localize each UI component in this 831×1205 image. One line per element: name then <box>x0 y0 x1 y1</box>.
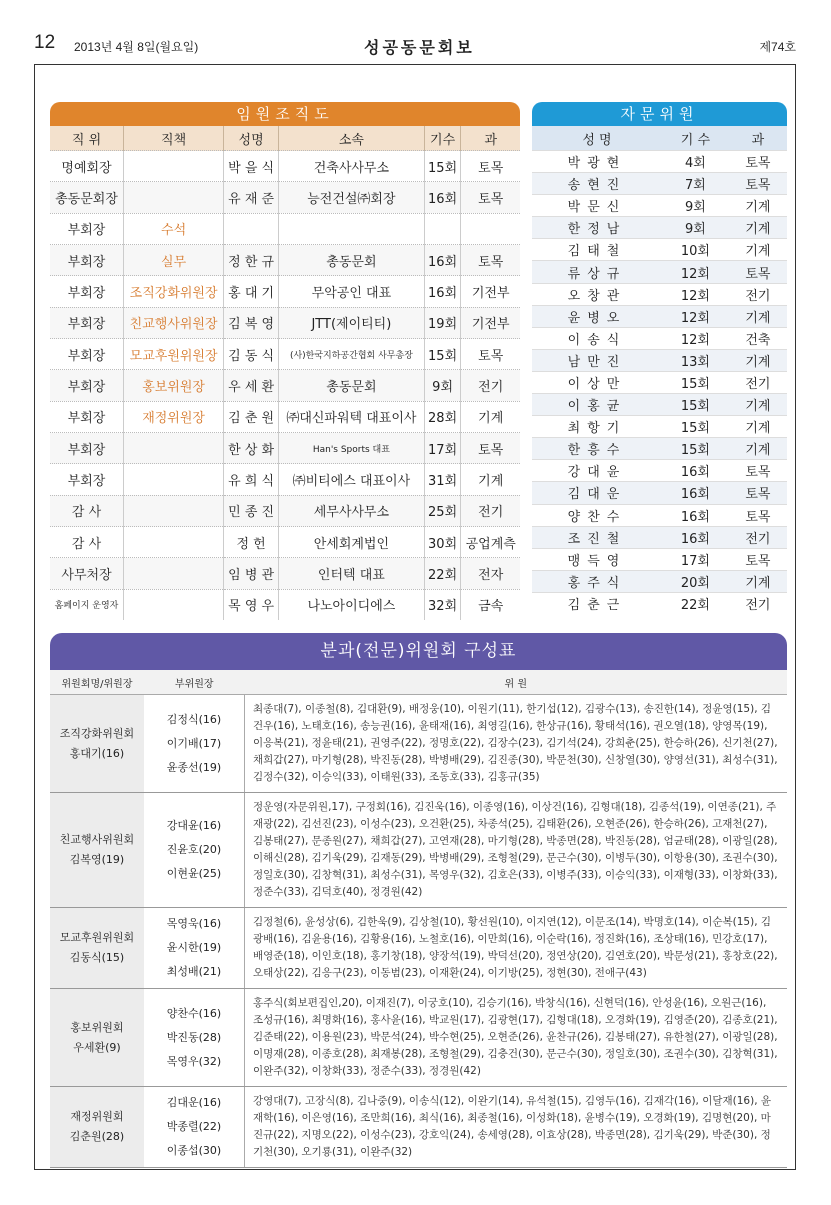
term-cell: 28회 <box>424 401 461 432</box>
dept-cell: 기계 <box>729 239 787 261</box>
column-header: 부위원장 <box>144 670 245 695</box>
table-row <box>532 261 787 283</box>
affiliation-cell: 안세회계법인 <box>279 527 425 558</box>
term-cell: 16회 <box>424 276 461 307</box>
affiliation-cell: ㈜비티에스 대표이사 <box>279 464 425 495</box>
position-cell: 부회장 <box>50 433 124 464</box>
term-cell: 25회 <box>424 495 461 526</box>
committee-cell <box>50 1087 144 1168</box>
vice-chair-cell <box>144 989 245 1087</box>
dept-cell: 전기 <box>729 526 787 548</box>
column-header: 과 <box>461 126 520 151</box>
committee-roster <box>50 633 787 1168</box>
affiliation-cell: 총동문회 <box>279 370 425 401</box>
role-cell: 모교후원위원장 <box>124 339 224 370</box>
name-cell: 윤병오 <box>532 305 662 327</box>
vice-chair: 김대운(16) <box>166 1096 222 1109</box>
term-cell: 30회 <box>424 527 461 558</box>
dept-cell: 기계 <box>461 401 520 432</box>
term-cell: 16회 <box>424 245 461 276</box>
term-cell: 15회 <box>424 339 461 370</box>
dept-cell: 기전부 <box>461 307 520 338</box>
table-row <box>50 151 520 182</box>
term-cell: 13회 <box>662 349 729 371</box>
name-cell <box>224 213 279 244</box>
term-cell: 31회 <box>424 464 461 495</box>
table-row <box>50 276 520 307</box>
role-cell: 실무 <box>124 245 224 276</box>
dept-cell: 토목 <box>461 433 520 464</box>
role-cell <box>124 527 224 558</box>
table-row <box>532 327 787 349</box>
table-row <box>532 371 787 393</box>
members-cell: 김정철(6), 윤성상(6), 김한욱(9), 김상철(10), 황선원(10), 이지연(12), 이문조(14), 박명호(14), 이순복(15), 김광배(16), 김윤용(16), 김황용(16), 노철호(16), 이만희(16), 이순락(16), 정진화(16), 조상태(16), 민강호(17), 배영준(18), 이인호(18), 홍기창(18), 양장석(19), 박덕선(20), 정연상(20), 김연호(20), 박문성(21), 홍창호(22), 오태상(22), 김응구(23), 이동범(23), 이재환(24), 이기방(25), 정현(30), 전애구(43) <box>245 908 788 989</box>
table-row <box>532 416 787 438</box>
dept-cell: 전기 <box>461 370 520 401</box>
affiliation-cell: Han's Sports 대표 <box>279 433 425 464</box>
role-cell: 조직강화위원장 <box>124 276 224 307</box>
column-header: 위 원 <box>245 670 788 695</box>
dept-cell: 기계 <box>729 394 787 416</box>
name-cell: 김 춘 원 <box>224 401 279 432</box>
committee-title: 분과(전문)위원회 구성표 <box>50 633 787 670</box>
position-cell: 감 사 <box>50 527 124 558</box>
column-header: 기 수 <box>662 126 729 151</box>
table-row <box>532 460 787 482</box>
term-cell: 12회 <box>662 283 729 305</box>
table-row <box>532 349 787 371</box>
vice-chair: 박종렬(22) <box>166 1120 222 1133</box>
term-cell: 9회 <box>662 217 729 239</box>
name-cell: 최항기 <box>532 416 662 438</box>
dept-cell: 기계 <box>729 570 787 592</box>
table-row <box>532 592 787 614</box>
position-cell: 부회장 <box>50 245 124 276</box>
table-row <box>50 370 520 401</box>
vice-chair: 목영우(32) <box>166 1054 222 1068</box>
vice-chair-cell <box>144 695 245 793</box>
vice-chair: 양찬수(16) <box>166 1006 222 1020</box>
role-cell <box>124 589 224 620</box>
table-row <box>532 504 787 526</box>
term-cell: 22회 <box>662 592 729 614</box>
column-header: 위원회명/위원장 <box>50 670 144 695</box>
advisory-table <box>532 126 787 614</box>
term-cell: 12회 <box>662 261 729 283</box>
vice-chair: 강대윤(16) <box>166 819 222 832</box>
term-cell: 16회 <box>662 504 729 526</box>
table-row <box>532 438 787 460</box>
vice-chair: 이현윤(25) <box>166 867 222 880</box>
dept-cell: 기계 <box>729 195 787 217</box>
dept-cell: 금속 <box>461 589 520 620</box>
name-cell: 임 병 관 <box>224 558 279 589</box>
vice-chair: 최성배(21) <box>166 965 222 978</box>
table-row <box>532 305 787 327</box>
members-cell: 홍주식(회보편집인,20), 이재진(7), 이궁호(10), 김승기(16), 박창식(16), 신현덕(16), 안성윤(16), 오원근(16), 조성규(16), 최명화(16), 홍사윤(16), 박교원(17), 김광현(17), 김형대(18), 오경화(19), 김영준(20), 김종호(21), 김준태(22), 이용원(23), 박문석(24), 박수현(25), 오현준(26), 윤찬규(26), 김봉태(27), 유한철(27), 이광일(28), 이명재(28), 이종호(28), 최재봉(28), 조형철(29), 김충건(30), 문근수(30), 정일호(30), 조권수(30), 김창혁(31), 이완주(32), 이창화(33), 정준수(33), 정경원(42) <box>245 989 788 1087</box>
name-cell: 한정남 <box>532 217 662 239</box>
affiliation-cell: 건축사사무소 <box>279 151 425 182</box>
dept-cell: 토목 <box>729 504 787 526</box>
organization-table <box>50 126 520 620</box>
name-cell: 조진철 <box>532 526 662 548</box>
position-cell: 사무처장 <box>50 558 124 589</box>
page-number: 12 <box>34 32 56 53</box>
term-cell <box>424 213 461 244</box>
term-cell: 16회 <box>662 482 729 504</box>
role-cell <box>124 182 224 213</box>
table-row <box>50 793 787 908</box>
vice-chair-cell <box>144 793 245 908</box>
committee-chair: 우세환(9) <box>73 1040 121 1054</box>
name-cell: 류상규 <box>532 261 662 283</box>
issue-date: 2013년 4월 8일(월요일) <box>74 40 199 54</box>
table-row <box>50 182 520 213</box>
members-cell: 강영대(7), 고장식(8), 김나중(9), 이송식(12), 이완기(14), 유석철(15), 김영두(16), 김재각(16), 이달재(16), 윤재학(16), 이은영(16), 조만희(16), 최식(16), 최종철(16), 이성화(18), 윤병수(19), 오경화(19), 김명현(20), 마진규(22), 지명오(22), 이성수(23), 강호익(24), 송세영(28), 이효상(28), 박종면(28), 김기욱(29), 박준(30), 정기천(30), 오기룡(31), 이완주(32) <box>245 1087 788 1168</box>
role-cell <box>124 495 224 526</box>
affiliation-cell: (사)한국지하공간협회 사무총장 <box>279 339 425 370</box>
dept-cell: 토목 <box>729 548 787 570</box>
name-cell: 홍 대 기 <box>224 276 279 307</box>
dept-cell <box>461 213 520 244</box>
term-cell: 12회 <box>662 327 729 349</box>
table-row <box>50 695 787 793</box>
members-cell: 최종대(7), 이종철(8), 김대환(9), 배정웅(10), 이원기(11), 한기섭(12), 김광수(13), 송진한(14), 정윤영(15), 김건우(16), 노태호(16), 송능권(16), 윤태재(16), 최영길(16), 한상규(16), 황태석(16), 권오열(18), 양영목(19), 이응복(21), 정윤태(21), 권영주(22), 정명호(22), 김장수(23), 김기석(24), 강희춘(25), 한승하(26), 신기천(27), 채희갑(27), 마기형(28), 박진동(28), 박병배(29), 김진종(30), 박문천(30), 신창열(30), 양영선(31), 최성수(31), 김정수(32), 이승익(33), 이태원(33), 조동호(33), 김홍규(35) <box>245 695 788 793</box>
name-cell: 목 영 우 <box>224 589 279 620</box>
position-cell: 부회장 <box>50 307 124 338</box>
name-cell: 송현진 <box>532 173 662 195</box>
table-row <box>50 245 520 276</box>
table-row <box>50 307 520 338</box>
dept-cell: 전자 <box>461 558 520 589</box>
term-cell: 32회 <box>424 589 461 620</box>
table-row <box>532 195 787 217</box>
committee-chair: 김춘원(28) <box>69 1130 125 1143</box>
name-cell: 이송식 <box>532 327 662 349</box>
affiliation-cell: JTT(제이티티) <box>279 307 425 338</box>
committee-name: 홍보위원회 <box>70 1020 124 1034</box>
term-cell: 16회 <box>662 460 729 482</box>
dept-cell: 토목 <box>461 182 520 213</box>
name-cell: 한 상 화 <box>224 433 279 464</box>
affiliation-cell: 무악공인 대표 <box>279 276 425 307</box>
table-row <box>532 526 787 548</box>
role-cell <box>124 558 224 589</box>
table-row <box>532 239 787 261</box>
table-row <box>50 495 520 526</box>
dept-cell: 기계 <box>729 305 787 327</box>
table-row <box>532 217 787 239</box>
position-cell: 부회장 <box>50 276 124 307</box>
affiliation-cell: 나노아이디에스 <box>279 589 425 620</box>
term-cell: 15회 <box>662 371 729 393</box>
committee-cell <box>50 908 144 989</box>
table-row <box>532 283 787 305</box>
vice-chair: 윤시한(19) <box>166 941 222 954</box>
table-row <box>50 339 520 370</box>
table-row <box>50 589 520 620</box>
vice-chair: 진윤호(20) <box>166 843 222 856</box>
committee-name: 모교후원위원회 <box>59 931 135 944</box>
role-cell <box>124 464 224 495</box>
vice-chair: 박진동(28) <box>166 1030 222 1044</box>
table-row <box>50 527 520 558</box>
dept-cell: 건축 <box>729 327 787 349</box>
dept-cell: 기계 <box>461 464 520 495</box>
table-row <box>50 1087 787 1168</box>
organization-chart <box>50 102 520 620</box>
name-cell: 유 재 준 <box>224 182 279 213</box>
term-cell: 17회 <box>424 433 461 464</box>
committee-table <box>50 670 787 1168</box>
name-cell: 이상만 <box>532 371 662 393</box>
dept-cell: 토목 <box>461 151 520 182</box>
affiliation-cell: ㈜대신파워텍 대표이사 <box>279 401 425 432</box>
term-cell: 7회 <box>662 173 729 195</box>
term-cell: 9회 <box>424 370 461 401</box>
advisory-committee <box>532 102 787 614</box>
name-cell: 이홍균 <box>532 394 662 416</box>
role-cell: 홍보위원장 <box>124 370 224 401</box>
position-cell: 명예회장 <box>50 151 124 182</box>
position-cell: 홈페이지 운영자 <box>50 589 124 620</box>
table-row <box>532 173 787 195</box>
name-cell: 김대운 <box>532 482 662 504</box>
table-row <box>50 558 520 589</box>
term-cell: 15회 <box>662 416 729 438</box>
dept-cell: 기전부 <box>461 276 520 307</box>
dept-cell: 기계 <box>729 438 787 460</box>
position-cell: 감 사 <box>50 495 124 526</box>
vice-chair-cell <box>144 1087 245 1168</box>
term-cell: 16회 <box>424 182 461 213</box>
term-cell: 10회 <box>662 239 729 261</box>
members-cell: 정운영(자문위원,17), 구정회(16), 김진욱(16), 이종영(16), 이상건(16), 김형대(18), 김종석(19), 이연종(21), 주재광(22), 김선진(23), 이성수(23), 오건환(25), 차종석(25), 김태환(26), 오현준(26), 한승하(26), 고재천(27), 김봉태(27), 문종원(27), 채희갑(27), 고연재(28), 마기형(28), 박종면(28), 박진동(28), 엄균태(28), 이광일(28), 이해신(28), 김기욱(29), 김재동(29), 박병배(29), 조형철(29), 문근수(30), 이병두(30), 이항용(30), 조권수(30), 정일호(30), 김창혁(31), 최성수(31), 목영우(32), 김호은(33), 이병주(33), 이승익(33), 이재형(33), 이창화(33), 정준수(33), 김덕호(40), 정경원(42) <box>245 793 788 908</box>
table-row <box>50 908 787 989</box>
position-cell: 부회장 <box>50 401 124 432</box>
position-cell: 총동문회장 <box>50 182 124 213</box>
column-header: 직책 <box>124 126 224 151</box>
affiliation-cell: 총동문회 <box>279 245 425 276</box>
table-row <box>532 151 787 173</box>
name-cell: 박광현 <box>532 151 662 173</box>
advisory-title: 자문위원 <box>532 102 787 126</box>
organization-title: 임원조직도 <box>50 102 520 126</box>
name-cell: 남만진 <box>532 349 662 371</box>
name-cell: 오창관 <box>532 283 662 305</box>
dept-cell: 토목 <box>461 339 520 370</box>
name-cell: 정 헌 <box>224 527 279 558</box>
page-header <box>34 34 796 60</box>
vice-chair: 윤종선(19) <box>166 760 222 774</box>
dept-cell: 전기 <box>461 495 520 526</box>
committee-chair: 김복영(19) <box>69 853 125 866</box>
role-cell: 수석 <box>124 213 224 244</box>
term-cell: 17회 <box>662 548 729 570</box>
name-cell: 맹득영 <box>532 548 662 570</box>
term-cell: 9회 <box>662 195 729 217</box>
name-cell: 유 희 식 <box>224 464 279 495</box>
name-cell: 박 을 식 <box>224 151 279 182</box>
term-cell: 16회 <box>662 526 729 548</box>
committee-name: 조직강화위원회 <box>59 726 135 740</box>
name-cell: 김 복 영 <box>224 307 279 338</box>
column-header: 과 <box>729 126 787 151</box>
dept-cell: 전기 <box>729 283 787 305</box>
affiliation-cell: 인터텍 대표 <box>279 558 425 589</box>
position-cell: 부회장 <box>50 213 124 244</box>
dept-cell: 토목 <box>729 261 787 283</box>
term-cell: 19회 <box>424 307 461 338</box>
issue-number: 제74호 <box>759 40 796 54</box>
role-cell: 친교행사위원장 <box>124 307 224 338</box>
role-cell <box>124 151 224 182</box>
table-row <box>50 433 520 464</box>
position-cell: 부회장 <box>50 464 124 495</box>
name-cell: 강대윤 <box>532 460 662 482</box>
dept-cell: 기계 <box>729 416 787 438</box>
dept-cell: 공업계측 <box>461 527 520 558</box>
table-row <box>50 401 520 432</box>
column-header: 성명 <box>224 126 279 151</box>
name-cell: 박문신 <box>532 195 662 217</box>
committee-cell <box>50 793 144 908</box>
vice-chair-cell <box>144 908 245 989</box>
term-cell: 12회 <box>662 305 729 327</box>
affiliation-cell: 능전건설㈜회장 <box>279 182 425 213</box>
dept-cell: 토목 <box>729 151 787 173</box>
table-row <box>532 570 787 592</box>
table-row <box>532 394 787 416</box>
term-cell: 15회 <box>424 151 461 182</box>
committee-chair: 김동식(15) <box>69 951 125 964</box>
vice-chair: 목영욱(16) <box>166 917 222 930</box>
table-row <box>50 213 520 244</box>
table-row <box>50 989 787 1087</box>
position-cell: 부회장 <box>50 339 124 370</box>
vice-chair: 이종섭(30) <box>166 1144 222 1157</box>
column-header: 소속 <box>279 126 425 151</box>
term-cell: 4회 <box>662 151 729 173</box>
vice-chair: 이기배(17) <box>166 736 222 750</box>
committee-chair: 홍대기(16) <box>69 746 125 760</box>
name-cell: 김춘근 <box>532 592 662 614</box>
role-cell <box>124 433 224 464</box>
name-cell: 민 종 진 <box>224 495 279 526</box>
name-cell: 양찬수 <box>532 504 662 526</box>
position-cell: 부회장 <box>50 370 124 401</box>
column-header: 직 위 <box>50 126 124 151</box>
term-cell: 15회 <box>662 438 729 460</box>
name-cell: 한흥수 <box>532 438 662 460</box>
dept-cell: 토목 <box>729 173 787 195</box>
name-cell: 김 동 식 <box>224 339 279 370</box>
dept-cell: 토목 <box>729 460 787 482</box>
dept-cell: 전기 <box>729 371 787 393</box>
table-row <box>532 482 787 504</box>
dept-cell: 전기 <box>729 592 787 614</box>
term-cell: 15회 <box>662 394 729 416</box>
name-cell: 우 세 환 <box>224 370 279 401</box>
dept-cell: 기계 <box>729 217 787 239</box>
column-header: 성 명 <box>532 126 662 151</box>
dept-cell: 토목 <box>461 245 520 276</box>
dept-cell: 토목 <box>729 482 787 504</box>
name-cell: 홍주식 <box>532 570 662 592</box>
name-cell: 김태철 <box>532 239 662 261</box>
term-cell: 20회 <box>662 570 729 592</box>
column-header: 기수 <box>424 126 461 151</box>
name-cell: 정 한 규 <box>224 245 279 276</box>
term-cell: 22회 <box>424 558 461 589</box>
table-row <box>532 548 787 570</box>
affiliation-cell: 세무사사무소 <box>279 495 425 526</box>
committee-cell <box>50 989 144 1087</box>
committee-name: 재정위원회 <box>70 1110 124 1123</box>
vice-chair: 김정식(16) <box>166 712 222 726</box>
dept-cell: 기계 <box>729 349 787 371</box>
committee-name: 친교행사위원회 <box>59 833 135 846</box>
role-cell: 재정위원장 <box>124 401 224 432</box>
table-row <box>50 464 520 495</box>
affiliation-cell <box>279 213 425 244</box>
committee-cell <box>50 695 144 793</box>
newsletter-title: 성공동문회보 <box>364 38 475 57</box>
